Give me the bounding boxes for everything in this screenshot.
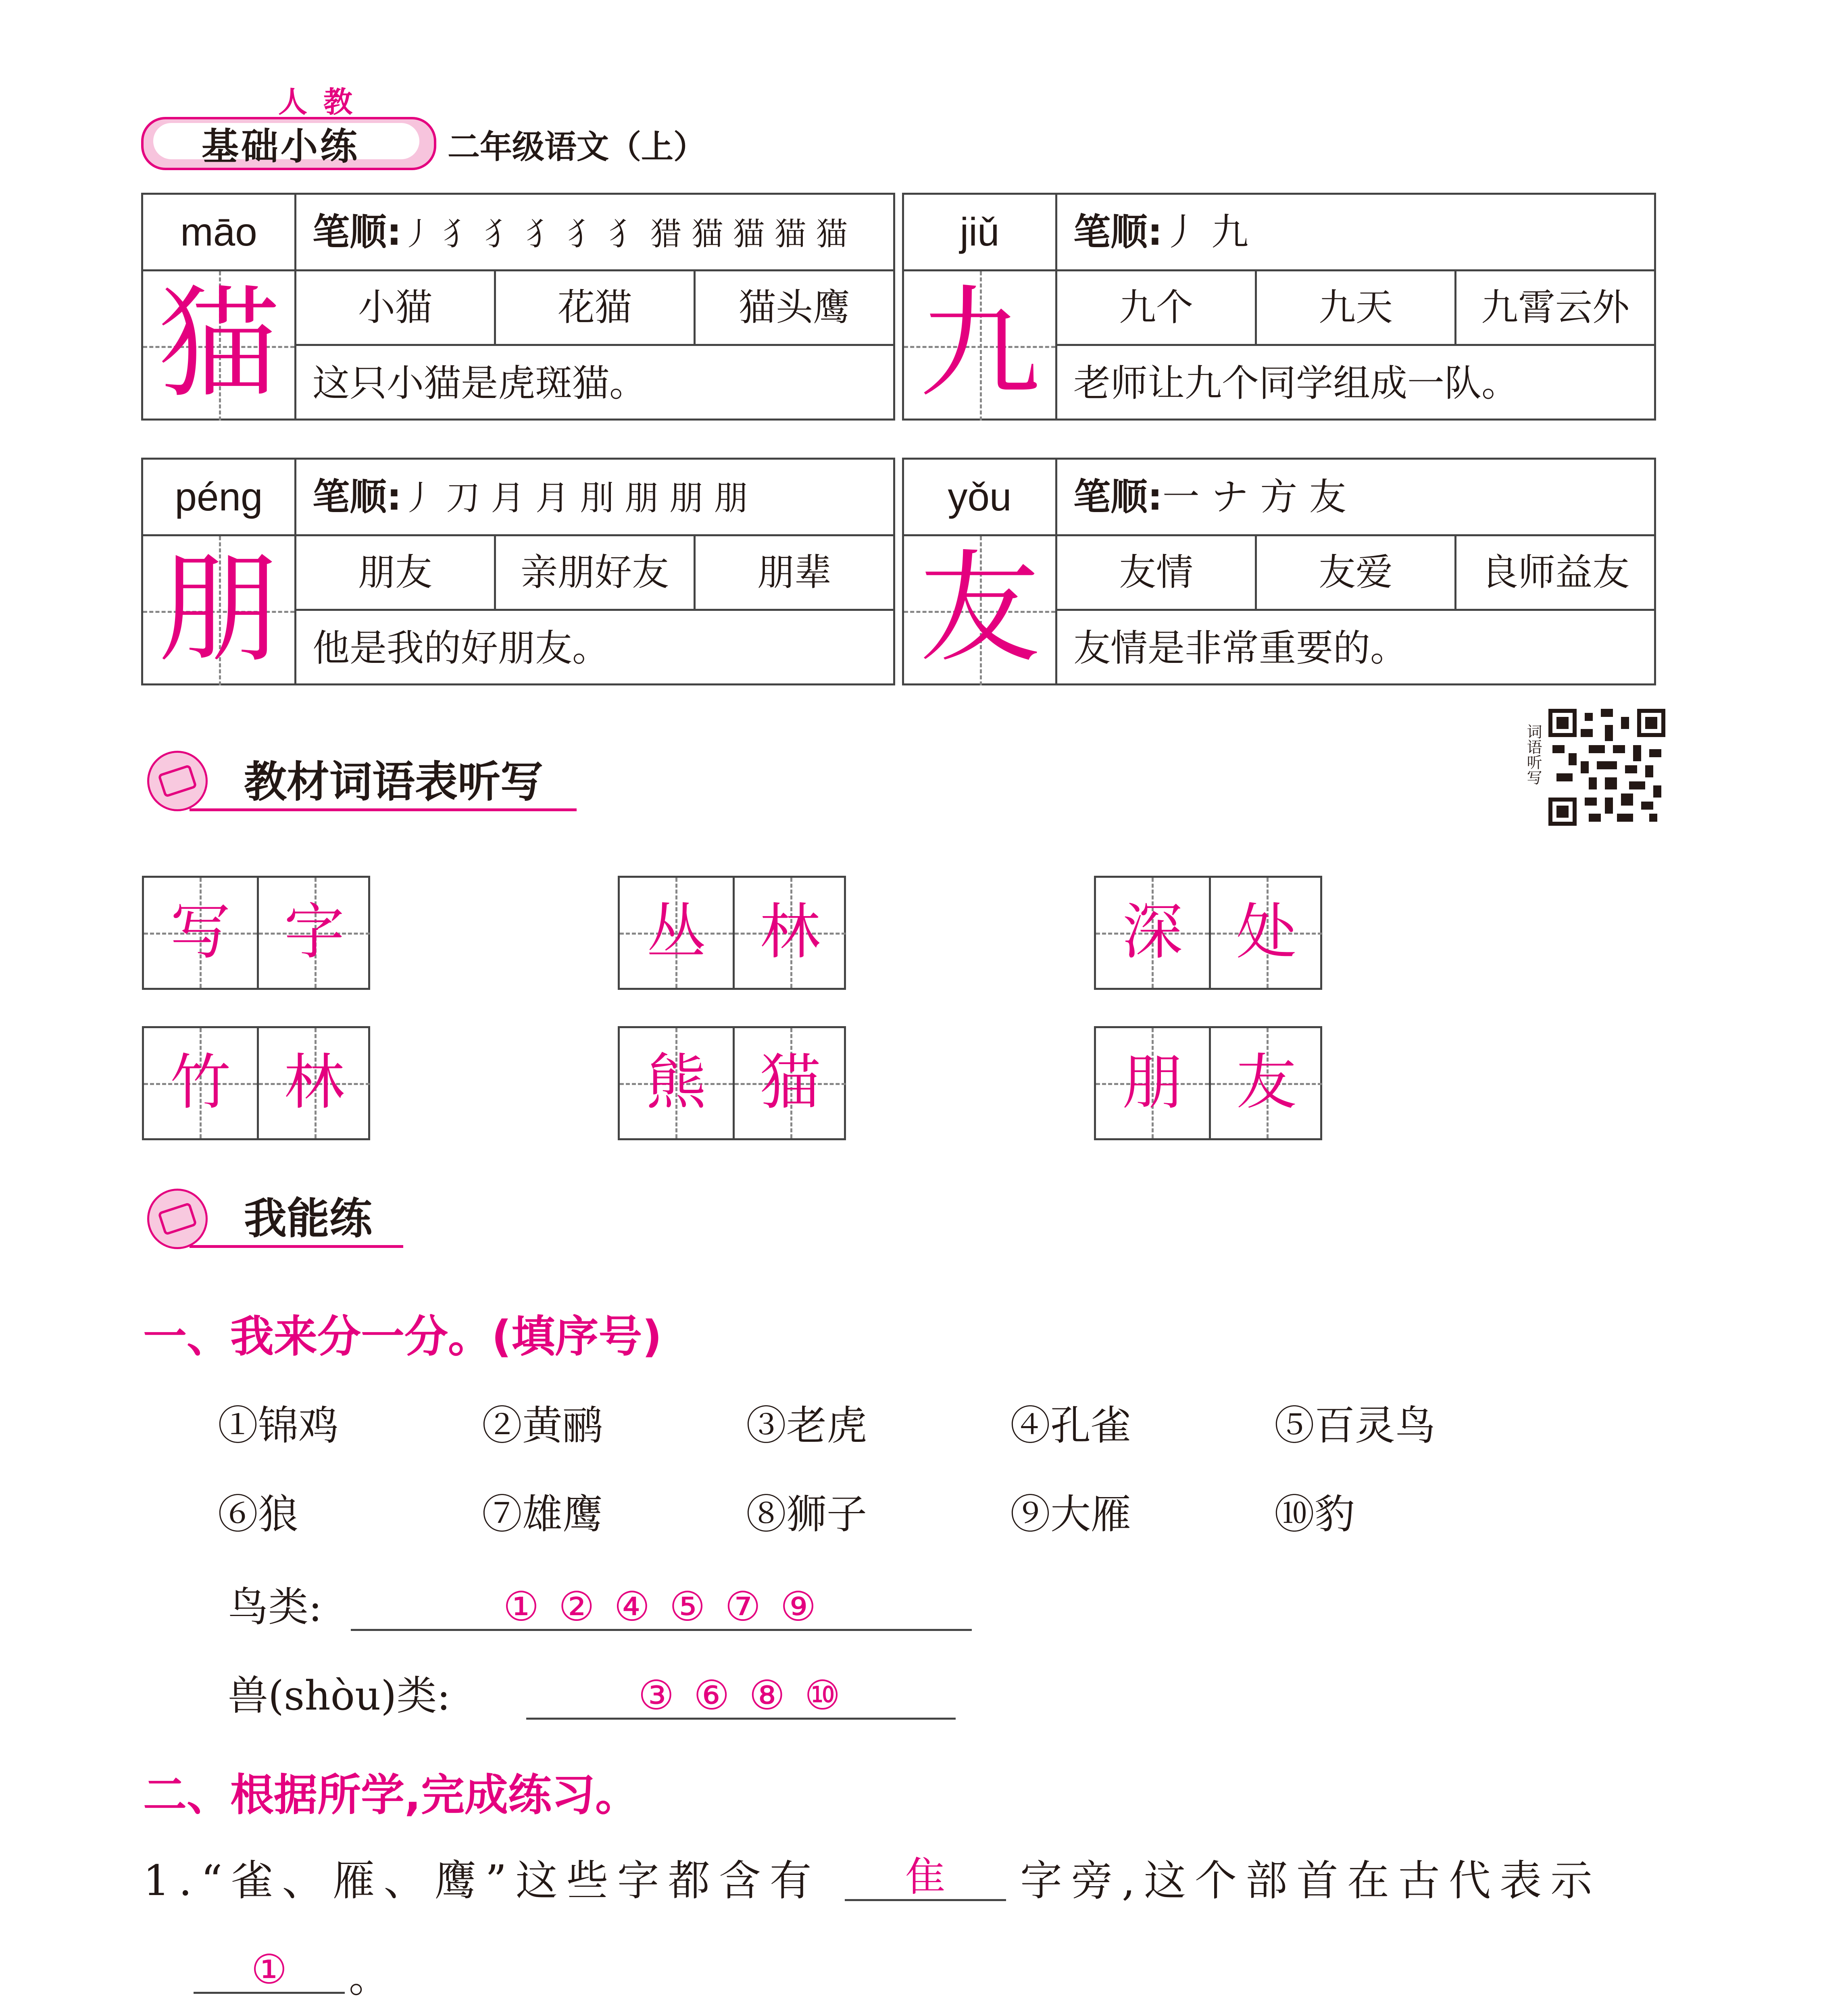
big-char: 猫 [158,273,279,414]
option-item: ⑥狼 [218,1491,298,1538]
option-item: ②黄鹂 [482,1402,603,1449]
title-underline [190,808,577,811]
option-item: ⑤百灵鸟 [1274,1402,1436,1449]
big-char: 朋 [158,538,279,679]
stroke-order [296,195,893,271]
option-item: ⑧狮子 [746,1491,867,1538]
qr-code-icon[interactable] [1548,709,1665,826]
option-item: ①锦鸡 [218,1402,339,1449]
strokes: 一 ナ 方 友 [1162,475,1346,519]
period: 。 [349,1954,389,2001]
stroke-order [1057,460,1654,536]
big-char-box [904,271,1057,421]
strokes: 丿 犭 犭 犭 犭 犭 猎 猫 猫 猫 猫 [401,216,848,252]
dictation-word [142,876,370,990]
option-item: ⑦雄鹰 [482,1491,603,1538]
dictation-char: 丛 [646,897,706,967]
example-sentence: 这只小猫是虎斑猫。 [313,362,647,405]
dictation-char: 猫 [760,1048,821,1118]
dictation-title: 教材词语表听写 [244,757,543,807]
option-item: ④孔雀 [1010,1402,1131,1449]
stroke-label: 笔顺: [313,210,402,254]
char-card-mao [141,193,895,421]
bird-label: 鸟类: [228,1583,322,1631]
example-sentence: 他是我的好朋友。 [313,627,610,670]
beast-answer: ③ ⑥ ⑧ ⑩ [638,1672,844,1719]
word-3: 良师益友 [1456,536,1654,611]
meaning-answer-1: ① [251,1946,288,1993]
big-char-box [143,271,296,421]
big-char: 九 [919,273,1040,414]
logo-text: 基础小练 [202,125,360,168]
option-item: ③老虎 [746,1402,867,1449]
question-2-heading: 二、根据所学,完成练习。 [143,1770,639,1820]
dictation-word [1094,1026,1322,1140]
stroke-label: 笔顺: [313,475,402,519]
char-card-you [902,458,1656,685]
dictation-word [618,876,846,990]
dictation-char: 写 [170,897,231,967]
pinyin: péng [143,460,296,536]
word-1: 友情 [1057,536,1257,611]
word-2: 花猫 [496,271,696,346]
pinyin: māo [143,195,296,271]
example-sentence: 友情是非常重要的。 [1073,627,1408,670]
title-underline [190,1245,403,1248]
word-1: 九个 [1057,271,1257,346]
dictation-char: 朋 [1122,1048,1183,1118]
logo-subtitle: 人教 [278,85,369,119]
dictation-word [142,1026,370,1140]
dictation-char: 处 [1236,897,1297,967]
question-1-heading: 一、我来分一分。(填序号) [143,1312,662,1362]
book-icon [147,1189,208,1249]
bird-answer: ① ② ④ ⑤ ⑦ ⑨ [503,1583,820,1630]
meaning-blank-1[interactable] [194,1947,345,1994]
stroke-order [1057,195,1654,271]
big-char: 友 [919,538,1040,679]
word-2: 九天 [1257,271,1456,346]
char-card-jiu [902,193,1656,421]
big-char-box [904,536,1057,685]
dictation-word [618,1026,846,1140]
word-1: 小猫 [296,271,496,346]
sentence-1-end: 字旁,这个部首在古代表示 [1020,1856,1602,1905]
stroke-order [296,460,893,536]
beast-label: 兽(shòu)类: [228,1672,451,1719]
book-title: 二年级语文（上） [448,128,706,166]
dictation-word [1094,876,1322,990]
strokes: 丿 九 [1162,210,1249,254]
radical-answer-1: 隹 [905,1853,946,1900]
dictation-char: 熊 [646,1048,706,1118]
dictation-char: 友 [1236,1048,1297,1118]
pinyin: yǒu [904,460,1057,536]
word-1: 朋友 [296,536,496,611]
char-card-peng [141,458,895,685]
pinyin: jiǔ [904,195,1057,271]
dictation-char: 竹 [170,1048,231,1118]
dictation-char: 林 [760,897,821,967]
word-3: 九霄云外 [1456,271,1654,346]
stroke-label: 笔顺: [1073,475,1163,519]
qr-label: 词语听写 [1524,724,1542,785]
dictation-char: 深 [1122,897,1183,967]
practice-title: 我能练 [244,1194,372,1243]
radical-blank-1[interactable] [845,1855,1006,1901]
dictation-char: 字 [284,897,345,967]
example-sentence: 老师让九个同学组成一队。 [1073,362,1519,405]
stroke-label: 笔顺: [1073,210,1163,254]
beast-answer-blank[interactable] [526,1672,956,1720]
word-2: 亲朋好友 [496,536,696,611]
strokes: 丿 刀 月 月 刖 朋 朋 朋 [401,478,748,518]
word-2: 友爱 [1257,536,1456,611]
dictation-char: 林 [284,1048,345,1118]
word-3: 朋辈 [696,536,893,611]
big-char-box [143,536,296,685]
bird-answer-blank[interactable] [351,1583,972,1631]
sentence-1-start: 1.“雀、雁、鹰”这些字都含有 [143,1856,821,1905]
option-item: ⑩豹 [1274,1491,1355,1538]
book-icon [147,751,208,811]
word-3: 猫头鹰 [696,271,893,346]
option-item: ⑨大雁 [1010,1491,1131,1538]
